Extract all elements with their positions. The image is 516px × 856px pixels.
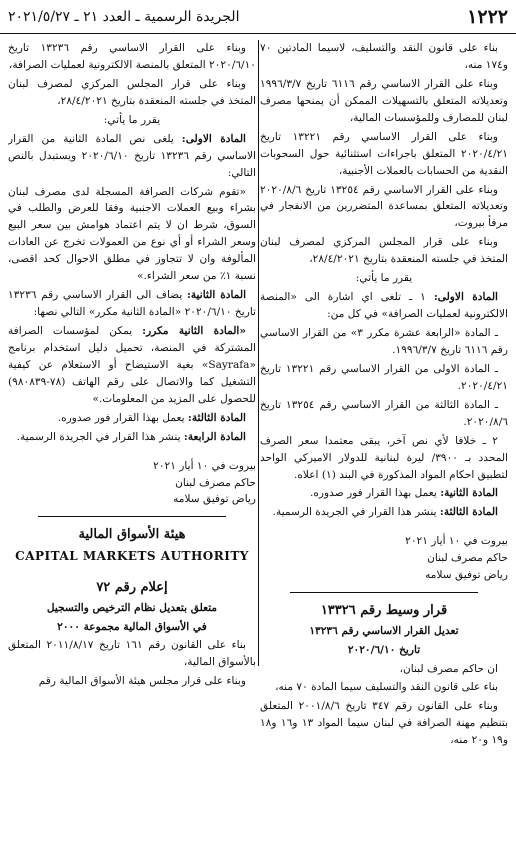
paragraph: وبناء على القرار الاساسي رقم ١٣٢٥٤ تاريخ ٢٠٢٠/٨/٦ وتعديلاته المتعلق بمساعدة المتضررين من الانفجار في مرفأ بيروت، bbox=[260, 183, 508, 230]
paragraph: ان حاكم مصرف لبنان، bbox=[399, 662, 498, 675]
paragraph: وبناء على القانون رقم ٣٤٧ تاريخ ٢٠٠١/٨/٦ المتعلق بتنظيم مهنة الصرافة في لبنان سيما المواد ١٣ و١٦ و١٨ و١٩ و٢٠ منه، bbox=[260, 700, 508, 747]
quoted-text: «تقوم شركات الصرافة المسجلة لدى مصرف لبنان بشراء وبيع العملات الاجنبية وفقا للعرض والطلب في السوق، شرط ان لا يتم اعتماد هوامش بين سعر البيع وسعر الشراء أو أي نوع من العمولات تخرج عن العادات المألوفة وان لا تتجاوز في مطلق الاحوال كحد اقصى، نسبة ١٪ من سعر الشراء.» bbox=[8, 185, 256, 283]
notice-subtitle: متعلق بتعديل نظام الترخيص والتسجيل bbox=[46, 601, 218, 614]
signature-date: بيروت في ١٠ أيار ٢٠٢١ bbox=[153, 459, 256, 472]
section-divider bbox=[38, 516, 226, 517]
decision-date: تاريخ ٢٠٢٠/٦/١٠ bbox=[347, 643, 421, 656]
article-text: يضاف الى القرار الاساسي رقم ١٣٢٣٦ تاريخ ٢٠٢٠/٦/١٠ «المادة الثانية مكرر» التالي نصها: bbox=[8, 289, 256, 319]
article-text: ١ ـ تلغى اي اشارة الى «المنصة الالكترونية لعمليات الصرافة» في كل من: bbox=[260, 291, 508, 321]
article-text: يمكن لمؤسسات الصرافة المشتركة في المنصة، تحميل دليل استخدام برنامج «Sayrafa» بغية الاستيضاح أو الاستعلام عن كيفية التشغيل كما والاتصال على رقم الهاتف (٧٨-٩٨٠٨٣٩) للحصول على المزيد من المعلومات.» bbox=[8, 325, 256, 405]
article-4 bbox=[8, 429, 256, 446]
column-divider bbox=[258, 40, 259, 666]
left-column bbox=[8, 40, 256, 850]
article-text: يلغى نص المادة الثانية من القرار الاساسي رقم ١٣٢٣٦ تاريخ ٢٠٢٠/٦/١٠ ويستبدل بالنص التالي: bbox=[8, 132, 256, 179]
article-1 bbox=[260, 289, 508, 323]
article-label: المادة الاولى: bbox=[433, 291, 498, 304]
signature-title: حاكم مصرف لبنان bbox=[427, 552, 508, 565]
signature-name: رياض توفيق سلامه bbox=[425, 569, 508, 582]
article-text: يعمل بهذا القرار فور صدوره. bbox=[57, 411, 185, 424]
article-label: «المادة الثانية مكرر: bbox=[142, 325, 246, 337]
decision-title: قرار وسيط رقم ١٣٣٢٦ bbox=[320, 603, 448, 619]
paragraph: وبناء على قرار مجلس هيئة الأسواق المالية رقم bbox=[38, 675, 246, 688]
article-2 bbox=[8, 287, 256, 321]
paragraph: وبناء على قرار المجلس المركزي لمصرف لبنان المتخذ في جلسته المنعقدة بتاريخ ٢٨/٤/٢٠٢١، bbox=[260, 236, 508, 266]
page-header bbox=[0, 0, 516, 34]
authority-name-ar: هيئة الأسواق المالية bbox=[78, 527, 186, 543]
section-divider bbox=[290, 592, 478, 593]
paragraph: وبناء على القرار الاساسي رقم ١٣٢٢١ تاريخ ٢٠٢٠/٤/٢١ المتعلق باجراءات استثنائية حول السحوبات النقدية من الحسابات بالعملات الأجنبية، bbox=[260, 130, 508, 177]
authority-name-en: CAPITAL MARKETS AUTHORITY bbox=[15, 548, 249, 563]
article-label: المادة الثالثة: bbox=[439, 506, 498, 519]
decision-subtitle: تعديل القرار الاساسي رقم ١٣٢٣٦ bbox=[309, 624, 459, 637]
article-3 bbox=[8, 410, 256, 427]
signature-date: بيروت في ١٠ أيار ٢٠٢١ bbox=[405, 535, 508, 548]
article-label: المادة الثالثة: bbox=[187, 411, 246, 424]
issue-info: الجريدة الرسمية ـ العدد ٢١ ـ ٢٠٢١/٥/٢٧ bbox=[8, 8, 240, 25]
article-label: المادة الاولى: bbox=[181, 132, 246, 145]
article-3 bbox=[260, 504, 508, 521]
signature-title: حاكم مصرف لبنان bbox=[175, 476, 256, 489]
paragraph: وبناء على القرار الاساسي رقم ٦١١٦ تاريخ ١٩٩٦/٣/٧ وتعديلاته المتعلق بالتسهيلات الممكن أن يمنحها مصرف لبنان للمصارف وللمؤسسات المالية، bbox=[260, 77, 508, 124]
list-item: ـ المادة الاولى من القرار الاساسي رقم ١٣٢٢١ تاريخ ٢٠٢٠/٤/٢١. bbox=[260, 362, 508, 392]
article-label: المادة الثانية: bbox=[186, 289, 247, 302]
article-2 bbox=[260, 485, 508, 502]
paragraph: ٢ ـ خلافا لأي نص آخر، يبقى معتمدا سعر الصرف المحدد بـ ٣٩٠٠/ ليرة لبنانية للدولار الاميركي الواحد لتطبيق احكام المواد المذكورة في البند (١) اعلاه. bbox=[260, 434, 508, 481]
article-text: يعمل بهذا القرار فور صدوره. bbox=[310, 487, 437, 500]
article-text: ينشر هذا القرار في الجريدة الرسمية. bbox=[16, 430, 181, 443]
page-number: ١٢٢٢ bbox=[467, 5, 508, 28]
article-label: المادة الرابعة: bbox=[183, 430, 246, 443]
article-2-bis bbox=[8, 323, 256, 408]
paragraph: وبناء على قرار المجلس المركزي لمصرف لبنان المتخذ في جلسته المنعقدة بتاريخ ٢٨/٤/٢٠٢١، bbox=[8, 77, 256, 107]
paragraph: بناء على قانون النقد والتسليف سيما المادة ٧٠ منه، bbox=[275, 681, 498, 694]
signature-name: رياض توفيق سلامه bbox=[173, 493, 256, 506]
decides-line: يقرر ما يأتي: bbox=[103, 113, 161, 126]
article-label: المادة الثانية: bbox=[440, 487, 498, 500]
article-text: ينشر هذا القرار في الجريدة الرسمية. bbox=[272, 506, 437, 519]
paragraph: وبناء على القرار الاساسي رقم ١٣٢٣٦ تاريخ ٢٠٢٠/٦/١٠ المتعلق بالمنصة الالكترونية لعمليات الصرافة، bbox=[8, 42, 256, 71]
right-column bbox=[260, 40, 508, 850]
decides-line: يقرر ما يأتي: bbox=[355, 272, 413, 285]
paragraph: بناء على القانون رقم ١٦١ تاريخ ٢٠١١/٨/١٧ المتعلق بالأسواق المالية، bbox=[8, 639, 256, 669]
notice-subtitle: في الأسواق المالية مجموعة ٢٠٠٠ bbox=[57, 620, 207, 633]
list-item: ـ المادة «الرابعة عشرة مكرر ٣» من القرار الاساسي رقم ٦١١٦ تاريخ ١٩٩٦/٣/٧. bbox=[260, 327, 508, 356]
article-1 bbox=[8, 131, 256, 182]
list-item: ـ المادة الثالثة من القرار الاساسي رقم ١٣٢٥٤ تاريخ ٢٠٢٠/٨/٦. bbox=[260, 398, 508, 428]
notice-title: إعلام رقم ٧٢ bbox=[96, 580, 168, 596]
paragraph: بناء على قانون النقد والتسليف، لاسيما المادتين ٧٠ و١٧٤ منه، bbox=[260, 42, 508, 71]
